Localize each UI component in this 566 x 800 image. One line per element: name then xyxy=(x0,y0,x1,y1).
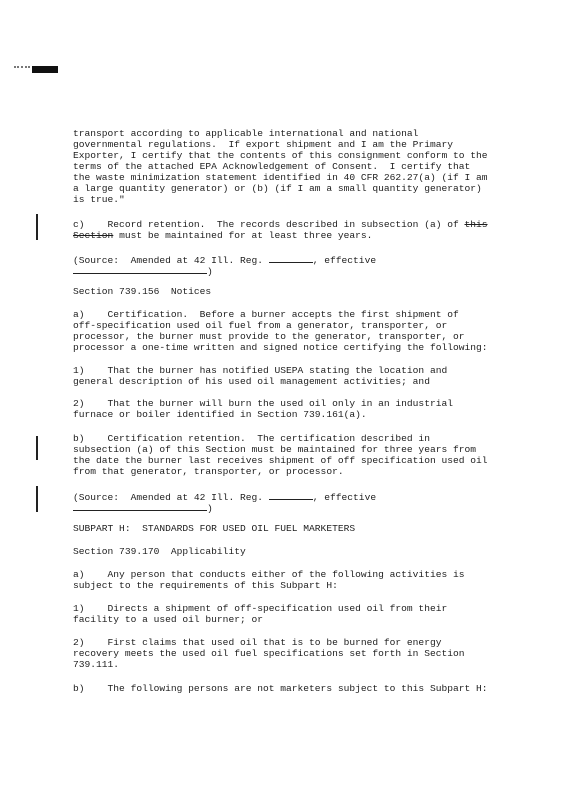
text-line: from that generator, transporter, or processor. xyxy=(73,466,344,477)
text-line: 1) Directs a shipment of off-specification used oil from their xyxy=(73,603,448,614)
text-line: general description of his used oil management activities; and xyxy=(73,376,430,387)
text-line: governmental regulations. If export shipment and I am the Primary xyxy=(73,139,453,150)
subsection-c xyxy=(73,219,488,230)
text-line: recovery meets the used oil fuel specifications set forth in Section xyxy=(73,648,465,659)
subsection-c-cont xyxy=(73,230,372,241)
text-line: terms of the attached EPA Acknowledgement of Consent. I certify that xyxy=(73,161,471,172)
struck-text: this xyxy=(464,219,488,230)
text-line: 2) That the burner will burn the used oil only in an industrial xyxy=(73,398,453,409)
text-line: subject to the requirements of this Subpart H: xyxy=(73,580,338,591)
text-span: (Source: Amended at 42 Ill. Reg. xyxy=(73,492,269,503)
blank-line xyxy=(73,264,207,274)
text-span: c) Record retention. The records described in subsection (a) of xyxy=(73,219,465,230)
scan-artifact xyxy=(14,66,30,73)
blank-line xyxy=(73,501,207,511)
blank-line xyxy=(269,490,313,500)
text-line: the date the burner last receives shipment of off specification used oil xyxy=(73,455,488,466)
text-line: facility to a used oil burner; or xyxy=(73,614,263,625)
text-span: ) xyxy=(207,266,213,277)
text-span: , effective xyxy=(312,492,377,503)
source-note-2-cont xyxy=(73,501,213,514)
source-note-1-cont xyxy=(73,264,213,277)
change-bar xyxy=(36,214,38,240)
text-line: transport according to applicable international and national xyxy=(73,128,419,139)
section-heading: Section 739.170 Applicability xyxy=(73,546,246,557)
text-line: processor a one-time written and signed notice certifying the following: xyxy=(73,342,488,353)
text-line: the waste minimization statement identified in 40 CFR 262.27(a) (if I am xyxy=(73,172,488,183)
change-bar xyxy=(36,486,38,512)
text-line: furnace or boiler identified in Section 739.161(a). xyxy=(73,409,367,420)
change-bar xyxy=(36,436,38,460)
text-line: processor, the burner must provide to the generator, transporter, or xyxy=(73,331,465,342)
text-line: a) Certification. Before a burner accepts the first shipment of xyxy=(73,309,459,320)
section-heading: Section 739.156 Notices xyxy=(73,286,212,297)
text-line: 2) First claims that used oil that is to be burned for energy xyxy=(73,637,442,648)
text-line: subsection (a) of this Section must be maintained for three years from xyxy=(73,444,477,455)
text-line: b) The following persons are not marketers subject to this Subpart H: xyxy=(73,683,488,694)
text-line: Exporter, I certify that the contents of this consignment conform to the xyxy=(73,150,488,161)
struck-text: Section xyxy=(73,230,114,241)
text-line: a large quantity generator) or (b) (if I am a small quantity generator) xyxy=(73,183,482,194)
text-line: b) Certification retention. The certification described in xyxy=(73,433,430,444)
text-line: 1) That the burner has notified USEPA stating the location and xyxy=(73,365,448,376)
text-span: must be maintained for at least three years. xyxy=(113,230,373,241)
text-line: is true." xyxy=(73,194,125,205)
text-span: (Source: Amended at 42 Ill. Reg. xyxy=(73,255,269,266)
subpart-heading: SUBPART H: STANDARDS FOR USED OIL FUEL MARKETERS xyxy=(73,523,356,534)
redaction-mark xyxy=(32,66,58,73)
text-span: ) xyxy=(207,503,213,514)
text-span: , effective xyxy=(312,255,377,266)
text-line: off-specification used oil fuel from a generator, transporter, or xyxy=(73,320,448,331)
text-line: 739.111. xyxy=(73,659,120,670)
text-line: a) Any person that conducts either of the following activities is xyxy=(73,569,465,580)
blank-line xyxy=(269,253,313,263)
